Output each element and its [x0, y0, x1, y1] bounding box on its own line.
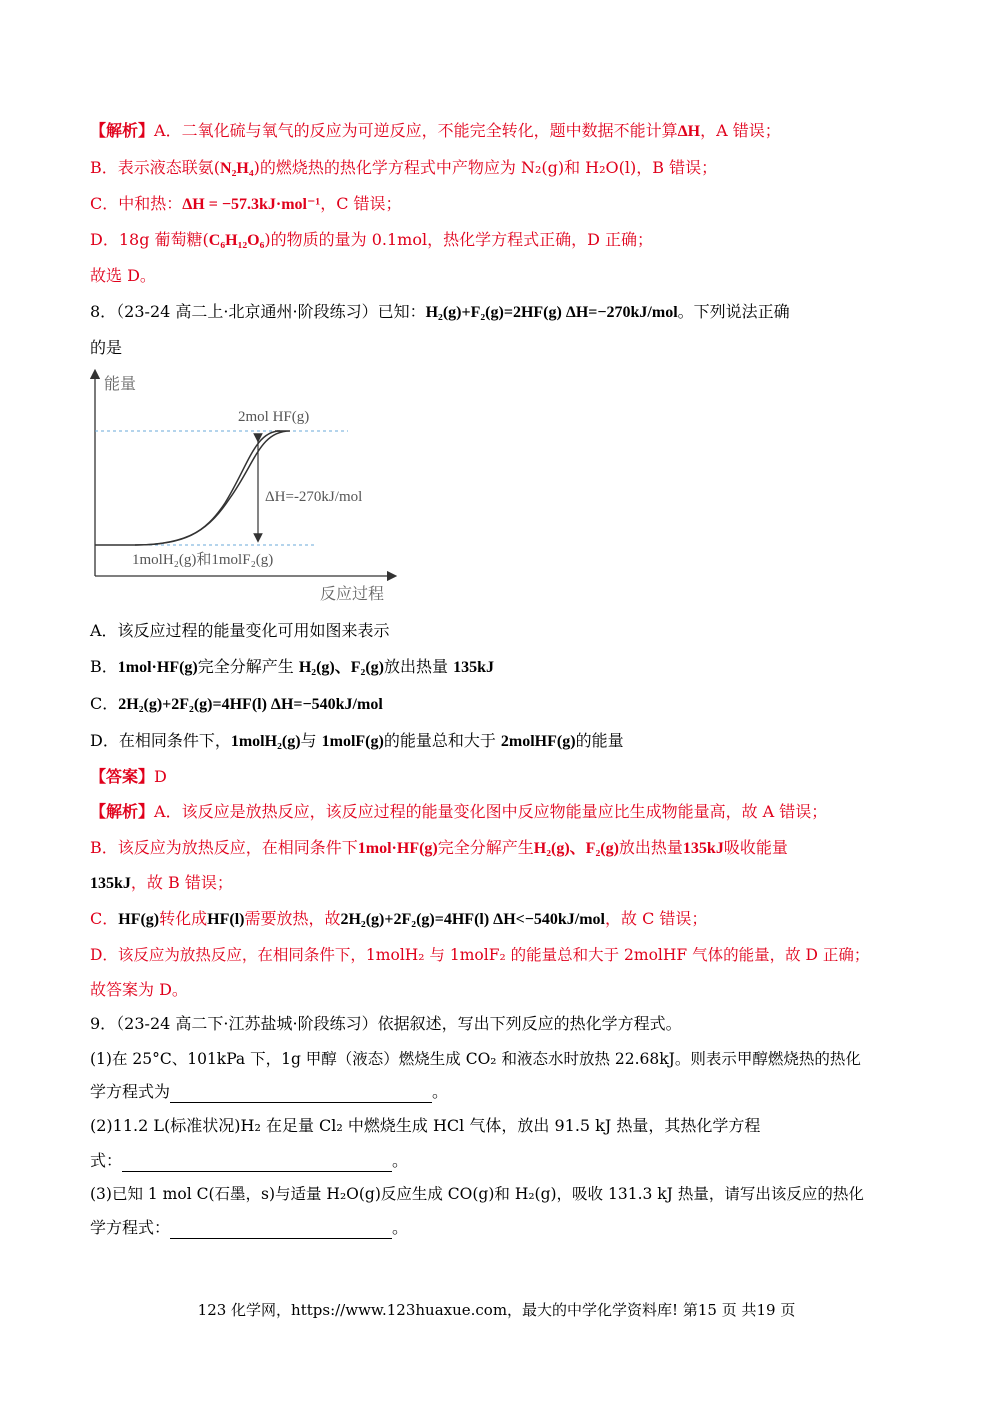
- q8-option-d: D．在相同条件下，1molH₂(g)与 1molF(g)的能量总和大于 2molHF(g)的能量: [90, 731, 624, 750]
- q8-stem: 8．（23-24 高二上·北京通州·阶段练习）已知：H₂(g)+F₂(g)=2HF(g) ΔH=−270kJ/mol。下列说法正确: [90, 302, 790, 321]
- y-axis-label: 能量: [104, 374, 137, 393]
- analysis8-b-line2: 135kJ，故 B 错误；: [90, 873, 233, 892]
- q9-part2: (2)11.2 L(标准状况)H₂ 在足量 Cl₂ 中燃烧生成 HCl 气体，放出 91.5 kJ 热量，其热化学方程: [90, 1116, 761, 1135]
- q9-part1: (1)在 25°C、101kPa 下，1g 甲醇（液态）燃烧生成 CO₂ 和液态水时放热 22.68kJ。则表示甲醇燃烧热的热化: [90, 1050, 861, 1068]
- analysis8-d: D．该反应为放热反应，在相同条件下，1molH₂ 与 1molF₂ 的能量总和大于 2molHF 气体的能量，故 D 正确；: [90, 946, 870, 964]
- q9-part3: (3)已知 1 mol C(石墨，s)与适量 H₂O(g)反应生成 CO(g)和 H₂(g)，吸收 131.3 kJ 热量，请写出该反应的热化: [90, 1185, 864, 1203]
- reactant-label: 1molH₂(g)和1molF₂(g): [132, 552, 274, 568]
- energy-diagram: [80, 368, 410, 608]
- answer8: [90, 766, 167, 788]
- analysis8-conclusion: 故答案为 D。: [90, 980, 188, 999]
- analysis8-a: 【解析】A．该反应是放热反应，该反应过程的能量变化图中反应物能量应比生成物能量高，故 A 错误；: [90, 802, 828, 821]
- q9-part2-line2: 式： 。: [90, 1151, 409, 1170]
- q8-stem-line2: 的是: [90, 338, 123, 357]
- analysis7-c: C．中和热：ΔH = −57.3kJ·mol⁻¹，C 错误；: [90, 194, 402, 213]
- analysis-tag: 【解析】: [90, 802, 155, 821]
- analysis-tag: 【解析】: [90, 121, 155, 140]
- analysis7-d: D．18g 葡萄糖(C₆H₁₂O₆)的物质的量为 0.1mol，热化学方程式正确，D 正确；: [90, 230, 654, 249]
- energy-curve: [95, 431, 290, 545]
- q8-option-a: A．该反应过程的能量变化可用如图来表示: [90, 621, 390, 640]
- q9-part3-line2: 学方程式： 。: [90, 1218, 409, 1237]
- analysis8-b: B．该反应为放热反应，在相同条件下1mol·HF(g)完全分解产生H₂(g)、F₂(g)放出热量135kJ吸收能量: [90, 838, 788, 857]
- answer-tag: 【答案】: [90, 767, 155, 786]
- q8-option-c: C．2H₂(g)+2F₂(g)=4HF(l) ΔH=−540kJ/mol: [90, 694, 383, 713]
- answer-blank-1[interactable]: [170, 1084, 432, 1103]
- q9-stem: 9．（23-24 高二下·江苏盐城·阶段练习）依据叙述，写出下列反应的热化学方程式。: [90, 1014, 682, 1033]
- answer-blank-2[interactable]: [122, 1153, 392, 1172]
- analysis7-b: B．表示液态联氨(N₂H₄)的燃烧热的热化学方程式中产物应为 N₂(g)和 H₂O(l)，B 错误；: [90, 158, 718, 177]
- product-label: 2mol HF(g): [238, 409, 310, 425]
- analysis8-c: C．HF(g)转化成HF(l)需要放热，故2H₂(g)+2F₂(g)=4HF(l) ΔH<−540kJ/mol，故 C 错误；: [90, 909, 708, 928]
- q8-option-b: B．1mol·HF(g)完全分解产生 H₂(g)、F₂(g)放出热量 135kJ: [90, 657, 494, 676]
- answer-blank-3[interactable]: [170, 1220, 392, 1239]
- answer-value: D: [154, 767, 167, 786]
- page-footer: 123 化学网，https://www.123huaxue.com，最大的中学化学资料库! 第15 页 共19 页: [197, 1301, 796, 1319]
- delta-h-label: ΔH=-270kJ/mol: [265, 489, 363, 505]
- analysis7-a: 【解析】A．二氧化硫与氧气的反应为可逆反应，不能完全转化，题中数据不能计算ΔH，A 错误；: [90, 121, 781, 140]
- q9-part1-line2: 学方程式为 。: [90, 1082, 449, 1101]
- analysis7-conclusion: 故选 D。: [90, 266, 156, 285]
- x-axis-label: 反应过程: [320, 584, 385, 603]
